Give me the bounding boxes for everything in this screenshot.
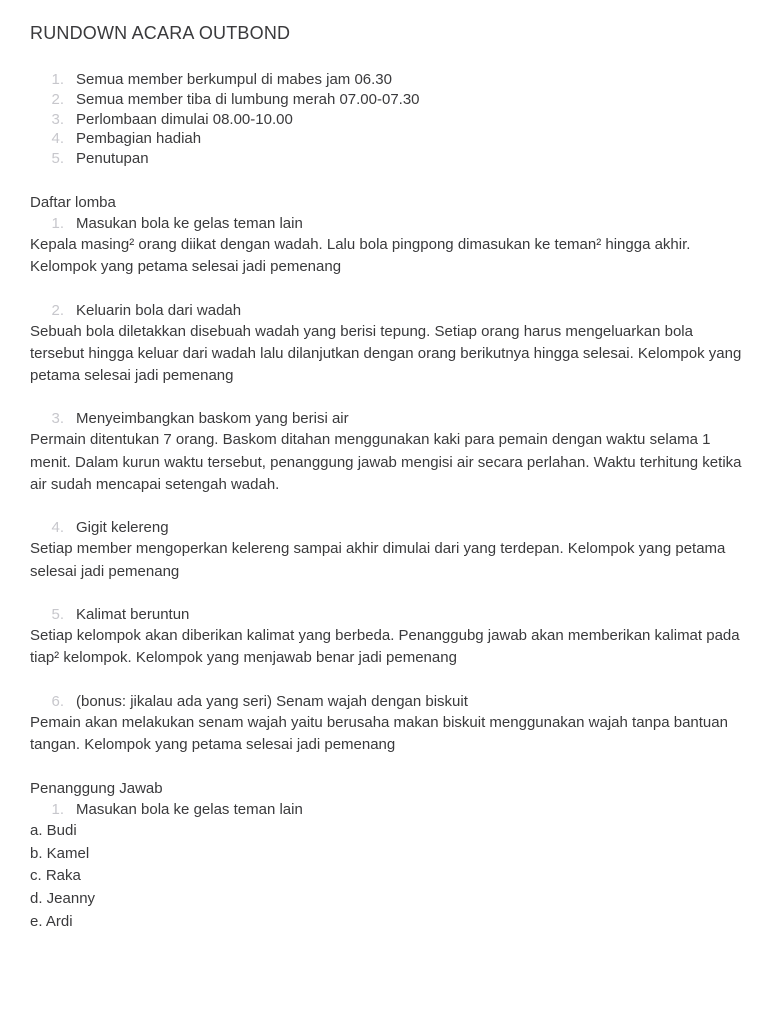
lomba-description: Sebuah bola diletakkan disebuah wadah yang berisi tepung. Setiap orang harus mengeluarkan bola tersebut hingga keluar dari wadah lalu dilanjutkan dengan orang berikutnya hingga selesai. Kelompok yang petama selesai jadi pemenang xyxy=(30,322,742,385)
list-item xyxy=(30,90,742,110)
list-item-text: Pembagian hadiah xyxy=(76,130,202,148)
document-title: RUNDOWN ACARA OUTBOND xyxy=(30,23,291,43)
list-number: 6. xyxy=(51,692,64,710)
lomba-title xyxy=(30,214,742,234)
lomba-description: Kepala masing² orang diikat dengan wadah. Lalu bola pingpong dimasukan ke teman² hingga akhir. Kelompok yang petama selesai jadi pemenang xyxy=(30,235,691,276)
penanggung-jawab-list xyxy=(30,820,742,933)
list-item-text: Penutupan xyxy=(76,150,149,168)
person-item: a. Budi xyxy=(30,822,77,840)
section-heading-penanggung-jawab: Penanggung Jawab xyxy=(30,780,163,798)
list-number: 1. xyxy=(51,801,64,819)
person-item: d. Jeanny xyxy=(30,889,96,907)
list-item xyxy=(30,70,742,90)
person-item: c. Raka xyxy=(30,867,81,885)
lomba-name: Kalimat beruntun xyxy=(76,605,190,623)
lomba-name: Masukan bola ke gelas teman lain xyxy=(76,214,303,232)
list-item-text: Semua member tiba di lumbung merah 07.00-07.30 xyxy=(76,90,420,108)
list-number: 2. xyxy=(51,301,64,319)
list-number: 5. xyxy=(51,605,64,623)
list-item-text: Perlombaan dimulai 08.00-10.00 xyxy=(76,110,293,128)
spacer xyxy=(30,583,742,605)
spacer xyxy=(30,496,742,518)
spacer xyxy=(30,387,742,409)
lomba-description: Pemain akan melakukan senam wajah yaitu berusaha makan biskuit menggunakan wajah tanpa bantuan tangan. Kelompok yang petama selesai jadi pemenang xyxy=(30,713,728,753)
list-number: 4. xyxy=(51,519,64,537)
list-number: 3. xyxy=(51,110,64,128)
list-number: 1. xyxy=(51,214,64,232)
lomba-description: Setiap member mengoperkan kelereng sampai akhir dimulai dari yang terdepan. Kelompok yang petama selesai jadi pemenang xyxy=(30,540,726,580)
list-number: 2. xyxy=(51,90,64,108)
lomba-title xyxy=(30,301,742,321)
list-number: 5. xyxy=(51,150,64,168)
spacer xyxy=(30,169,742,192)
lomba-name: (bonus: jikalau ada yang seri) Senam wajah dengan biskuit xyxy=(76,692,468,710)
rundown-list xyxy=(30,70,742,169)
list-number: 3. xyxy=(51,410,64,428)
list-item-text: Semua member berkumpul di mabes jam 06.30 xyxy=(76,71,392,88)
section-heading-daftar-lomba: Daftar lomba xyxy=(30,193,116,211)
lomba-title xyxy=(30,605,742,625)
person-item: e. Ardi xyxy=(30,912,73,930)
lomba-name: Menyeimbangkan baskom yang berisi air xyxy=(76,410,349,428)
spacer xyxy=(30,756,742,778)
list-item xyxy=(30,110,742,130)
lomba-title xyxy=(30,692,742,712)
list-item xyxy=(30,149,742,169)
lomba-title xyxy=(30,518,742,538)
spacer xyxy=(30,279,742,301)
list-number: 1. xyxy=(51,71,64,88)
lomba-description: Permain ditentukan 7 orang. Baskom ditahan menggunakan kaki para pemain dengan waktu selama 1 menit. Dalam kurun waktu tersebut, penanggung jawab mengisi air secara perlahan. Waktu terhitung ketika air sudah mencapai setengah wadah. xyxy=(30,431,742,494)
lomba-name: Masukan bola ke gelas teman lain xyxy=(76,801,303,819)
lomba-title xyxy=(30,409,742,429)
person-item: b. Kamel xyxy=(30,844,90,862)
lomba-name: Gigit kelereng xyxy=(76,519,169,537)
list-item xyxy=(30,129,742,149)
list-number: 4. xyxy=(51,130,64,148)
lomba-name: Keluarin bola dari wadah xyxy=(76,301,242,319)
spacer xyxy=(30,670,742,692)
penanggung-jawab-lomba-title xyxy=(30,800,742,820)
lomba-description: Setiap kelompok akan diberikan kalimat yang berbeda. Penanggubg jawab akan memberikan kalimat pada tiap² kelompok. Kelompok yang menjawab benar jadi pemenang xyxy=(30,626,740,667)
note-document[interactable] xyxy=(30,21,742,933)
